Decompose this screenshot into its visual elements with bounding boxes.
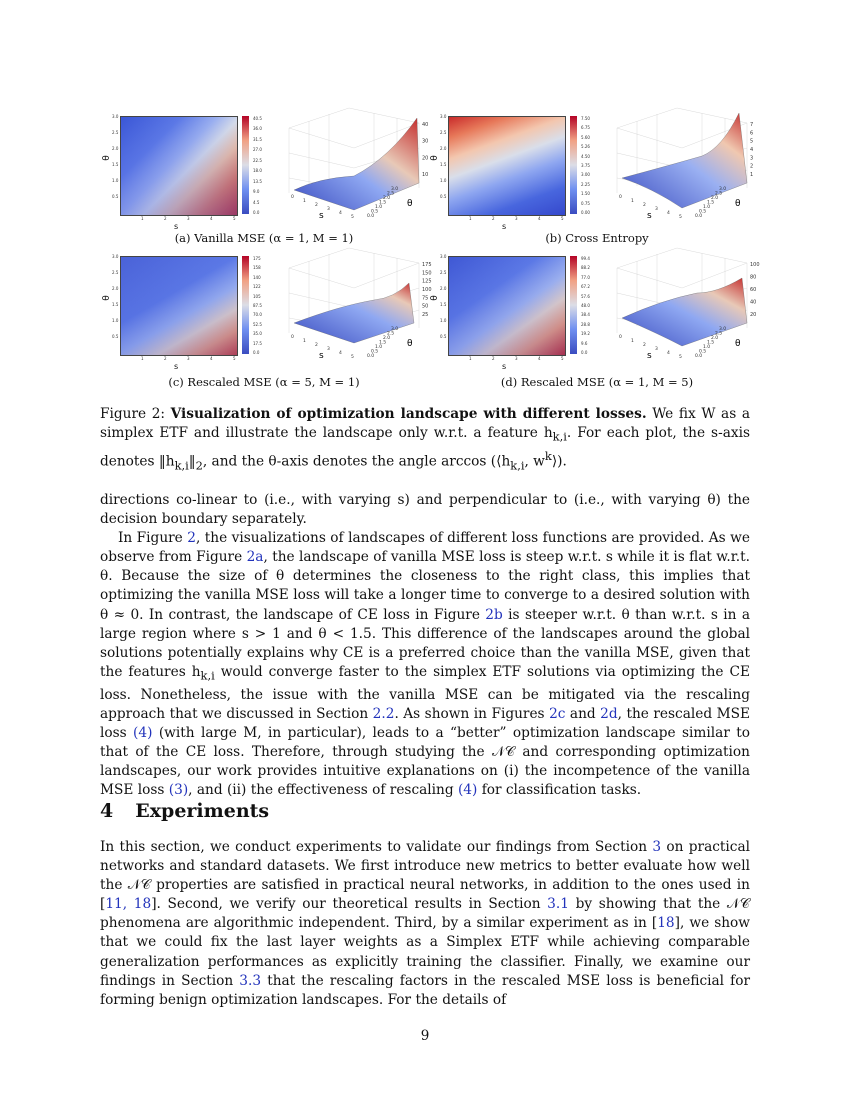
surface-b-s-label: s (647, 211, 652, 221)
surface-c-theta-label: θ (407, 339, 413, 349)
heatmap-b (448, 116, 566, 216)
subfigure-c (101, 238, 434, 398)
colorbar-tick: 19.2 (581, 331, 590, 337)
paragraph-2: In Figure 2, the visualizations of landscapes of different loss functions are provided. As we observe from Figure 2a, the landscape of vanilla MSE loss is steep w.r.t. s while it is flat w.r.t. θ. Because the size of θ determines the closeness to the right class, this implies that optimizing the vanilla MSE loss will take a longer time to converge to a desired solution with θ ≈ 0. In contrast, the landscape of CE loss in Figure 2b is steeper w.r.t. θ than w.r.t. s in a large region where s > 1 and θ < 1.5. This difference of the landscapes around the global solutions potentially explains why CE is a preferred choice than the vanilla MSE, given that the features $h_{k,i}$ would converge faster to the simplex ETF solutions via optimizing the CE loss. Nonetheless, the issue with the vanilla MSE can be mitigated via the rescaling approach that we discussed in Section 2.2. As shown in Figures 2c and 2d, the rescaled MSE loss (4) (with large M, in particular), leads to a “better” optimization landscape similar to that of the CE loss. Therefore, through studying the 𝒩𝒞 and corresponding optimization landscapes, our work provides intuitive explanations on (i) the incompetence of the vanilla MSE loss (3), and (ii) the effectiveness of rescaling (4) for classification tasks. (100, 530, 750, 799)
surface-theta-tick: 1.0 (375, 345, 383, 350)
heatmap-y-tick: 1.5 (440, 302, 447, 307)
colorbar-tick: 17.5 (253, 340, 262, 346)
colorbar-tick: 40.5 (253, 116, 262, 121)
surface-s-tick: 4 (667, 351, 670, 356)
heatmap-y-tick: 0.5 (112, 194, 119, 199)
surface-plot-b (607, 98, 757, 238)
colorbar-tick: 18.0 (253, 168, 262, 174)
heatmap-y-tick: 1.0 (112, 318, 119, 323)
surface-s-tick: 2 (643, 203, 646, 208)
surface-theta-tick: 1.5 (379, 340, 387, 346)
heatmap-y-tick: 1.5 (112, 302, 119, 307)
colorbar-c (242, 256, 249, 354)
section-4-text (100, 838, 750, 1010)
subfigure-b (429, 98, 762, 258)
heatmap-x-tick: 3 (515, 216, 518, 221)
heatmap-y-tick: 2.0 (440, 146, 447, 151)
surface-z-tick: 20 (750, 312, 757, 318)
colorbar-tick: 22.5 (253, 157, 262, 163)
heatmap-b-xlabel: s (502, 222, 507, 231)
heatmap-c-ylabel: θ (101, 295, 112, 301)
colorbar-tick: 35.0 (253, 331, 262, 337)
heatmap-x-tick: 1 (469, 356, 472, 361)
heatmap-y-tick: 3.0 (440, 114, 447, 119)
colorbar-a (242, 116, 249, 214)
surface-z-tick: 3 (750, 155, 754, 162)
colorbar-tick: 3.00 (581, 172, 590, 178)
heatmap-d-ylabel: θ (429, 295, 440, 301)
subfigure-a (101, 98, 434, 258)
surface-theta-tick: 0.0 (367, 354, 375, 359)
heatmap-x-tick: 4 (538, 356, 541, 361)
heatmap-y-tick: 1.5 (440, 162, 447, 167)
surface-z-tick: 1 (750, 172, 754, 178)
colorbar-d (570, 256, 577, 354)
heatmap-x-tick: 3 (187, 356, 190, 361)
heatmap-c (120, 256, 238, 356)
surface-theta-tick: 1.0 (703, 205, 711, 210)
surface-theta-tick: 2.0 (383, 336, 391, 341)
ref-eq-3[interactable]: (3) (168, 782, 189, 799)
heatmap-x-tick: 5 (233, 216, 236, 221)
surface-z-tick: 40 (422, 122, 429, 128)
surface-s-tick: 1 (303, 339, 306, 344)
surface-a-s-label: s (319, 211, 324, 221)
surface-z-tick: 80 (750, 274, 757, 281)
surface-theta-tick: 2.5 (715, 331, 723, 337)
heatmap-a-ylabel: θ (101, 155, 112, 161)
colorbar-tick: 175 (253, 256, 261, 261)
colorbar-tick: 4.50 (581, 153, 590, 159)
heatmap-x-tick: 1 (469, 216, 472, 221)
colorbar-tick: 88.2 (581, 265, 590, 271)
colorbar-tick: 31.5 (253, 136, 262, 142)
surface-z-tick: 5 (750, 138, 754, 145)
ref-section-3[interactable]: 3 (652, 839, 662, 855)
heatmap-b-ylabel: θ (429, 155, 440, 161)
heatmap-x-tick: 5 (233, 356, 236, 361)
figure-caption-text: We fix W as a simplex ETF and illustrate the landscape only w.r.t. a feature h (100, 406, 750, 442)
heatmap-y-tick: 3.0 (112, 114, 119, 119)
section-heading (100, 800, 269, 822)
section-number: 4 (100, 800, 114, 822)
heatmap-x-tick: 5 (561, 216, 564, 221)
colorbar-tick: 9.0 (253, 189, 260, 195)
colorbar-tick: 4.5 (253, 199, 260, 205)
surface-theta-tick: 0.5 (699, 349, 707, 355)
surface-c-s-label: s (319, 351, 324, 361)
heatmap-a-xlabel: s (174, 222, 179, 231)
surface-theta-tick: 2.5 (387, 191, 395, 197)
heatmap-x-tick: 2 (164, 216, 167, 221)
heatmap-x-tick: 3 (515, 356, 518, 361)
colorbar-tick: 52.5 (253, 321, 262, 327)
colorbar-tick: 0.00 (581, 210, 590, 215)
heatmap-x-tick: 4 (538, 216, 541, 221)
ref-figure-2d[interactable]: 2d (600, 705, 618, 722)
surface-s-tick: 3 (655, 347, 658, 352)
surface-s-tick: 0 (619, 335, 622, 340)
surface-theta-tick: 0.0 (695, 214, 703, 219)
heatmap-x-tick: 2 (492, 356, 495, 361)
colorbar-tick: 67.2 (581, 284, 590, 290)
surface-s-tick: 1 (631, 339, 634, 344)
colorbar-b (570, 116, 577, 214)
surface-a-theta-label: θ (407, 199, 413, 209)
surface-plot-d (607, 238, 760, 378)
colorbar-tick: 13.5 (253, 178, 262, 184)
surface-theta-tick: 0.0 (367, 214, 375, 219)
surface-theta-tick: 1.0 (703, 345, 711, 350)
surface-d-s-label: s (647, 351, 652, 361)
surface-theta-tick: 2.0 (711, 196, 719, 201)
surface-z-tick: 7 (750, 122, 754, 128)
colorbar-tick: 140 (253, 274, 261, 280)
surface-s-tick: 0 (619, 195, 622, 200)
ref-cite-11-18[interactable]: 11, 18 (105, 896, 152, 913)
surface-d-theta-label: θ (735, 339, 741, 349)
heatmap-y-tick: 2.0 (440, 286, 447, 291)
heatmap-x-tick: 5 (561, 356, 564, 361)
colorbar-tick: 0.0 (253, 210, 260, 215)
caption-a: (a) Vanilla MSE (α = 1, M = 1) (174, 231, 354, 245)
ref-figure-2b[interactable]: 2b (485, 606, 503, 623)
heatmap-x-tick: 1 (141, 216, 144, 221)
surface-z-tick: 4 (750, 147, 754, 153)
subfigure-d (429, 238, 762, 398)
surface-theta-tick: 1.5 (379, 200, 387, 206)
heatmap-x-tick: 4 (210, 216, 213, 221)
surface-z-tick: 50 (422, 303, 429, 310)
surface-z-tick: 25 (422, 312, 429, 318)
ref-section-2-2[interactable]: 2.2 (372, 705, 395, 722)
colorbar-tick: 122 (253, 284, 261, 290)
colorbar-tick: 99.4 (581, 256, 590, 261)
surface-z-tick: 60 (750, 287, 757, 293)
colorbar-tick: 38.4 (581, 312, 590, 318)
colorbar-tick: 5.60 (581, 134, 590, 140)
surface-theta-tick: 0.5 (371, 209, 379, 215)
surface-s-tick: 5 (679, 355, 682, 360)
surface-theta-tick: 0.5 (699, 209, 707, 215)
colorbar-tick: 9.6 (581, 340, 588, 346)
colorbar-tick: 0.0 (253, 350, 260, 355)
heatmap-y-tick: 2.0 (112, 286, 119, 291)
paragraph-1: directions co-linear to (i.e., with varying s) and perpendicular to (i.e., with varying θ) the decision boundary separately. (100, 492, 750, 528)
heatmap-a (120, 116, 238, 216)
surface-theta-tick: 0.0 (695, 354, 703, 359)
surface-theta-tick: 3.0 (719, 327, 727, 332)
section-4-paragraph: In this section, we conduct experiments to validate our findings from Section 3 on practical networks and standard datasets. We first introduce new metrics to better evaluate how well the 𝒩𝒞 properties are satisfied in practical neural networks, in addition to the ones used in [11, 18]. Second, we verify our theoretical results in Section 3.1 by showing that the 𝒩𝒞 phenomena are algorithmic independent. Third, by a similar experiment as in [18], we show that we could fix the last layer weights as a Simplex ETF while achieving comparable generalization performances as explicitly training the classifier. Finally, we examine our findings in Section 3.3 that the rescaling factors in the rescaled MSE loss is beneficial for forming benign optimization landscapes. For the details of (100, 839, 750, 1008)
heatmap-x-tick: 4 (210, 356, 213, 361)
colorbar-tick: 0.75 (581, 200, 590, 206)
colorbar-tick: 7.50 (581, 116, 590, 121)
figure-caption: Figure 2: Visualization of optimization landscape with different losses. We fix W as a simplex ETF and illustrate the landscape only w.r.t. a feature $h_{k,i}$. For each plot, the s-axis denotes $‖h_{k,i}‖_2$, and the θ-axis denotes the angle $\arccos (⟨h_{k,i}$, $w^k⟩$). (100, 406, 750, 473)
surface-theta-tick: 0.5 (371, 349, 379, 355)
colorbar-tick: 70.0 (253, 312, 262, 318)
ref-figure-2[interactable]: 2 (187, 530, 196, 547)
surface-theta-tick: 3.0 (391, 327, 399, 332)
caption-b: (b) Cross Entropy (545, 231, 649, 245)
surface-z-tick: 175 (422, 262, 432, 268)
colorbar-tick: 57.6 (581, 293, 590, 299)
colorbar-tick: 36.0 (253, 126, 262, 132)
surface-z-tick: 75 (422, 295, 429, 302)
colorbar-tick: 158 (253, 265, 261, 271)
heatmap-y-tick: 2.5 (112, 270, 119, 275)
surface-s-tick: 4 (339, 211, 342, 216)
surface-s-tick: 0 (291, 195, 294, 200)
surface-theta-tick: 3.0 (719, 187, 727, 192)
surface-theta-tick: 1.5 (707, 200, 715, 206)
surface-s-tick: 3 (327, 347, 330, 352)
surface-s-tick: 4 (667, 211, 670, 216)
ref-section-3-1[interactable]: 3.1 (547, 896, 569, 913)
surface-z-tick: 150 (422, 270, 432, 277)
colorbar-tick: 6.75 (581, 125, 590, 131)
surface-theta-tick: 1.0 (375, 205, 383, 210)
heatmap-c-xlabel: s (174, 362, 179, 371)
surface-s-tick: 3 (655, 207, 658, 212)
ref-eq-4[interactable]: (4) (133, 724, 153, 741)
caption-d: (d) Rescaled MSE (α = 1, M = 5) (500, 375, 694, 389)
ref-section-3-3[interactable]: 3.3 (239, 972, 262, 989)
colorbar-tick: 105 (253, 293, 261, 299)
heatmap-y-tick: 2.5 (440, 270, 447, 275)
surface-s-tick: 2 (315, 343, 318, 348)
colorbar-tick: 28.8 (581, 321, 590, 327)
ref-figure-2a[interactable]: 2a (246, 549, 264, 566)
surface-s-tick: 5 (351, 355, 354, 360)
ref-figure-2c[interactable]: 2c (549, 705, 566, 722)
heatmap-x-tick: 2 (492, 216, 495, 221)
surface-theta-tick: 1.5 (707, 340, 715, 346)
surface-s-tick: 5 (679, 215, 682, 220)
surface-s-tick: 1 (631, 199, 634, 204)
colorbar-tick: 27.0 (253, 147, 262, 153)
surface-theta-tick: 2.0 (711, 336, 719, 341)
section-title: Experiments (135, 800, 270, 822)
surface-theta-tick: 2.5 (387, 331, 395, 337)
surface-theta-tick: 2.5 (715, 191, 723, 197)
colorbar-tick: 3.75 (581, 163, 590, 168)
heatmap-x-tick: 3 (187, 216, 190, 221)
surface-s-tick: 2 (315, 203, 318, 208)
figure-label: Figure 2: (100, 406, 166, 422)
heatmap-y-tick: 0.5 (440, 334, 447, 339)
caption-c: (c) Rescaled MSE (α = 5, M = 1) (168, 375, 360, 389)
surface-s-tick: 3 (327, 207, 330, 212)
surface-s-tick: 2 (643, 343, 646, 348)
heatmap-y-tick: 2.5 (440, 130, 447, 135)
surface-plot-a (279, 98, 429, 238)
surface-z-tick: 10 (422, 172, 429, 178)
surface-z-tick: 100 (750, 262, 760, 268)
surface-s-tick: 4 (339, 351, 342, 356)
colorbar-tick: 2.25 (581, 181, 590, 187)
figure-caption-bold: Visualization of optimization landscape with different losses. (170, 406, 647, 422)
heatmap-y-tick: 0.5 (112, 334, 119, 339)
heatmap-y-tick: 1.0 (112, 178, 119, 183)
surface-plot-c (279, 238, 432, 378)
surface-b-theta-label: θ (735, 199, 741, 209)
surface-s-tick: 5 (351, 215, 354, 220)
surface-z-tick: 20 (422, 155, 429, 162)
ref-cite-18[interactable]: 18 (657, 915, 675, 932)
heatmap-d-xlabel: s (502, 362, 507, 371)
colorbar-tick: 5.26 (581, 144, 590, 150)
surface-s-tick: 1 (303, 199, 306, 204)
heatmap-y-tick: 3.0 (440, 254, 447, 259)
surface-z-tick: 6 (750, 130, 754, 137)
heatmap-y-tick: 3.0 (112, 254, 119, 259)
colorbar-tick: 77.0 (581, 274, 590, 280)
surface-s-tick: 0 (291, 335, 294, 340)
surface-z-tick: 125 (422, 278, 432, 285)
surface-z-tick: 2 (750, 163, 754, 170)
surface-z-tick: 40 (750, 299, 757, 306)
heatmap-x-tick: 1 (141, 356, 144, 361)
colorbar-tick: 87.5 (253, 303, 262, 308)
heatmap-y-tick: 0.5 (440, 194, 447, 199)
ref-eq-4b[interactable]: (4) (457, 782, 478, 799)
heatmap-x-tick: 2 (164, 356, 167, 361)
heatmap-d (448, 256, 566, 356)
body-text (100, 491, 750, 800)
heatmap-y-tick: 2.0 (112, 146, 119, 151)
heatmap-y-tick: 1.0 (440, 318, 447, 323)
heatmap-y-tick: 1.5 (112, 162, 119, 167)
heatmap-y-tick: 2.5 (112, 130, 119, 135)
surface-theta-tick: 3.0 (391, 187, 399, 192)
colorbar-tick: 48.0 (581, 303, 590, 308)
surface-z-tick: 100 (422, 287, 432, 293)
colorbar-tick: 1.50 (581, 191, 590, 197)
colorbar-tick: 0.0 (581, 350, 588, 355)
surface-theta-tick: 2.0 (383, 196, 391, 201)
heatmap-y-tick: 1.0 (440, 178, 447, 183)
surface-z-tick: 30 (422, 138, 429, 145)
page-number: 9 (420, 1028, 430, 1044)
